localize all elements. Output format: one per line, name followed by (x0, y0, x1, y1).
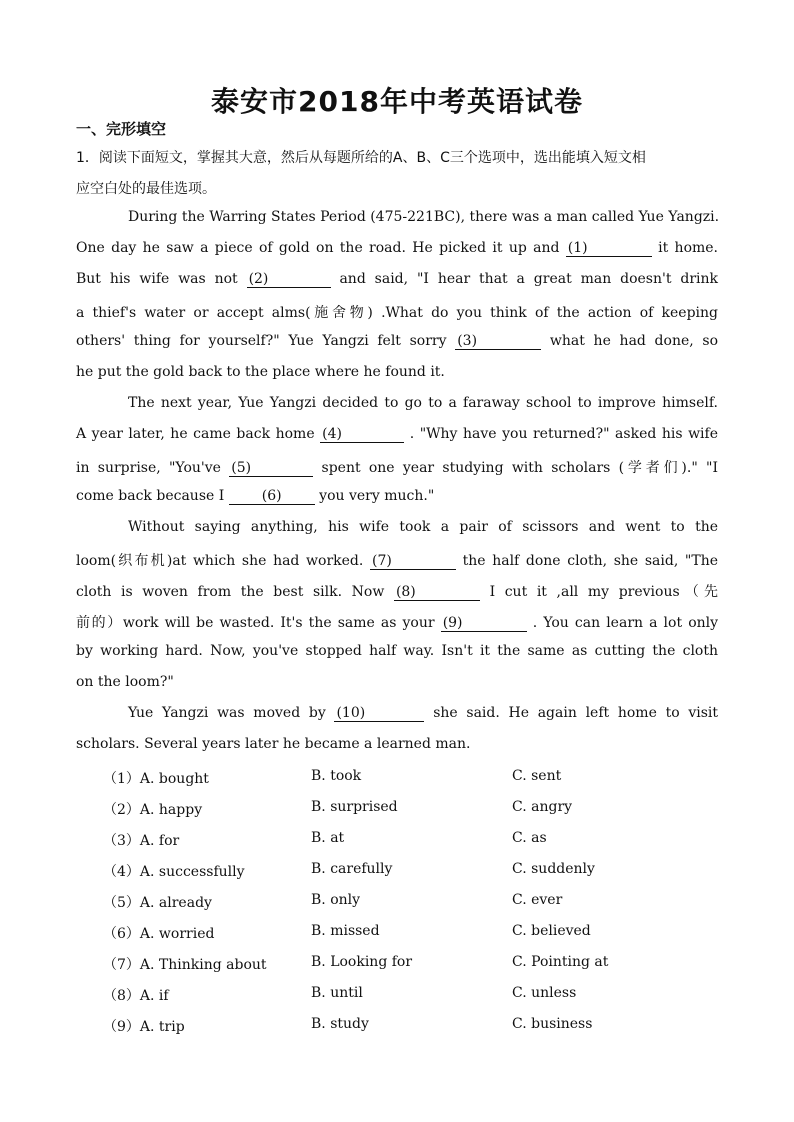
option-4-a: （4）A. successfully (103, 864, 245, 880)
option-7-b: B. Looking for (311, 954, 413, 970)
passage-line (76, 488, 718, 505)
passage-text: come back because I (76, 488, 225, 504)
option-9-b: B. study (311, 1016, 369, 1032)
option-7-c: C. Pointing at (512, 954, 609, 970)
passage-text: spent one year studying with scholars (学者们)." "I (321, 460, 719, 476)
page-title: 泰安市2018年中考英语试卷 (211, 85, 583, 118)
instruction-line-1: 1．阅读下面短文，掌握其大意，然后从每题所给的A、B、C三个选项中，选出能填入短文相 (76, 150, 646, 166)
option-2-a: （2）A. happy (103, 802, 203, 818)
passage-text: in surprise, "You've (76, 460, 221, 476)
passage-text: and said, "I hear that a great man doesn't drink (339, 271, 718, 287)
passage-text: One day he saw a piece of gold on the road. He picked it up and (76, 240, 560, 256)
option-1-c: C. sent (512, 768, 562, 784)
blank-1: (1) (566, 241, 652, 257)
passage-line (76, 333, 718, 350)
option-2-c: C. angry (512, 799, 573, 815)
passage-text: the half done cloth, she said, "The (462, 553, 718, 569)
passage-line (128, 705, 718, 722)
passage-text: 前的）work will be wasted. It's the same as your (76, 615, 435, 631)
passage-text: Yue Yangzi was moved by (128, 705, 326, 721)
blank-6: (6) (229, 489, 315, 505)
instruction-line-2: 应空白处的最佳选项。 (76, 181, 216, 197)
blank-3: (3) (455, 334, 541, 350)
blank-2: (2) (247, 272, 331, 288)
passage-line (76, 457, 718, 477)
option-5-a: （5）A. already (103, 895, 212, 911)
option-1-b: B. took (311, 768, 362, 784)
option-7-a: （7）A. Thinking about (103, 957, 267, 973)
option-9-a: （9）A. trip (103, 1019, 185, 1035)
option-8-c: C. unless (512, 985, 577, 1001)
passage-text: others' thing for yourself?" Yue Yangzi felt sorry (76, 333, 447, 349)
passage-line (76, 426, 718, 443)
passage-line: Without saying anything, his wife took a pair of scissors and went to the (128, 519, 718, 535)
section-heading: 一、完形填空 (76, 120, 167, 138)
passage-line: by working hard. Now, you've stopped half way. Isn't it the same as cutting the cloth (76, 643, 718, 659)
passage-line: The next year, Yue Yangzi decided to go to a faraway school to improve himself. (128, 395, 718, 411)
option-3-b: B. at (311, 830, 345, 846)
passage-line (76, 240, 718, 257)
passage-text: But his wife was not (76, 271, 238, 287)
blank-10: (10) (334, 706, 424, 722)
blank-7: (7) (370, 554, 456, 570)
option-4-b: B. carefully (311, 861, 393, 877)
passage-text: you very much." (319, 488, 435, 504)
passage-text: cloth is woven from the best silk. Now (76, 584, 385, 600)
passage-line: on the loom?" (76, 674, 174, 690)
option-4-c: C. suddenly (512, 861, 595, 877)
passage-line: During the Warring States Period (475-221BC), there was a man called Yue Yangzi. (128, 209, 720, 225)
blank-4: (4) (320, 427, 404, 443)
option-3-a: （3）A. for (103, 833, 180, 849)
passage-line (76, 612, 718, 632)
blank-9: (9) (441, 616, 527, 632)
blank-5: (5) (229, 461, 313, 477)
passage-text: it home. (658, 240, 719, 256)
passage-line: scholars. Several years later he became a learned man. (76, 736, 471, 752)
option-6-a: （6）A. worried (103, 926, 215, 942)
passage-text: she said. He again left home to visit (433, 705, 719, 721)
option-3-c: C. as (512, 830, 547, 846)
passage-text: A year later, he came back home (76, 426, 315, 442)
passage-text: what he had done, so (549, 333, 718, 349)
option-9-c: C. business (512, 1016, 593, 1032)
passage-text: I cut it ,all my previous（先 (489, 584, 719, 600)
option-8-b: B. until (311, 985, 363, 1001)
option-2-b: B. surprised (311, 799, 398, 815)
option-8-a: （8）A. if (103, 988, 169, 1004)
passage-line (76, 550, 718, 570)
passage-line: a thief's water or accept alms(施舍物) .What do you think of the action of keeping (76, 305, 718, 321)
passage-text: . "Why have you returned?" asked his wife (409, 426, 719, 442)
passage-line: he put the gold back to the place where he found it. (76, 364, 445, 380)
option-5-c: C. ever (512, 892, 563, 908)
passage-line (76, 581, 718, 601)
option-5-b: B. only (311, 892, 361, 908)
option-1-a: （1）A. bought (103, 771, 209, 787)
passage-text: . You can learn a lot only (532, 615, 719, 631)
blank-8: (8) (394, 585, 480, 601)
option-6-b: B. missed (311, 923, 380, 939)
passage-text: loom(织布机)at which she had worked. (76, 553, 364, 569)
option-6-c: C. believed (512, 923, 591, 939)
passage-line (76, 271, 718, 288)
